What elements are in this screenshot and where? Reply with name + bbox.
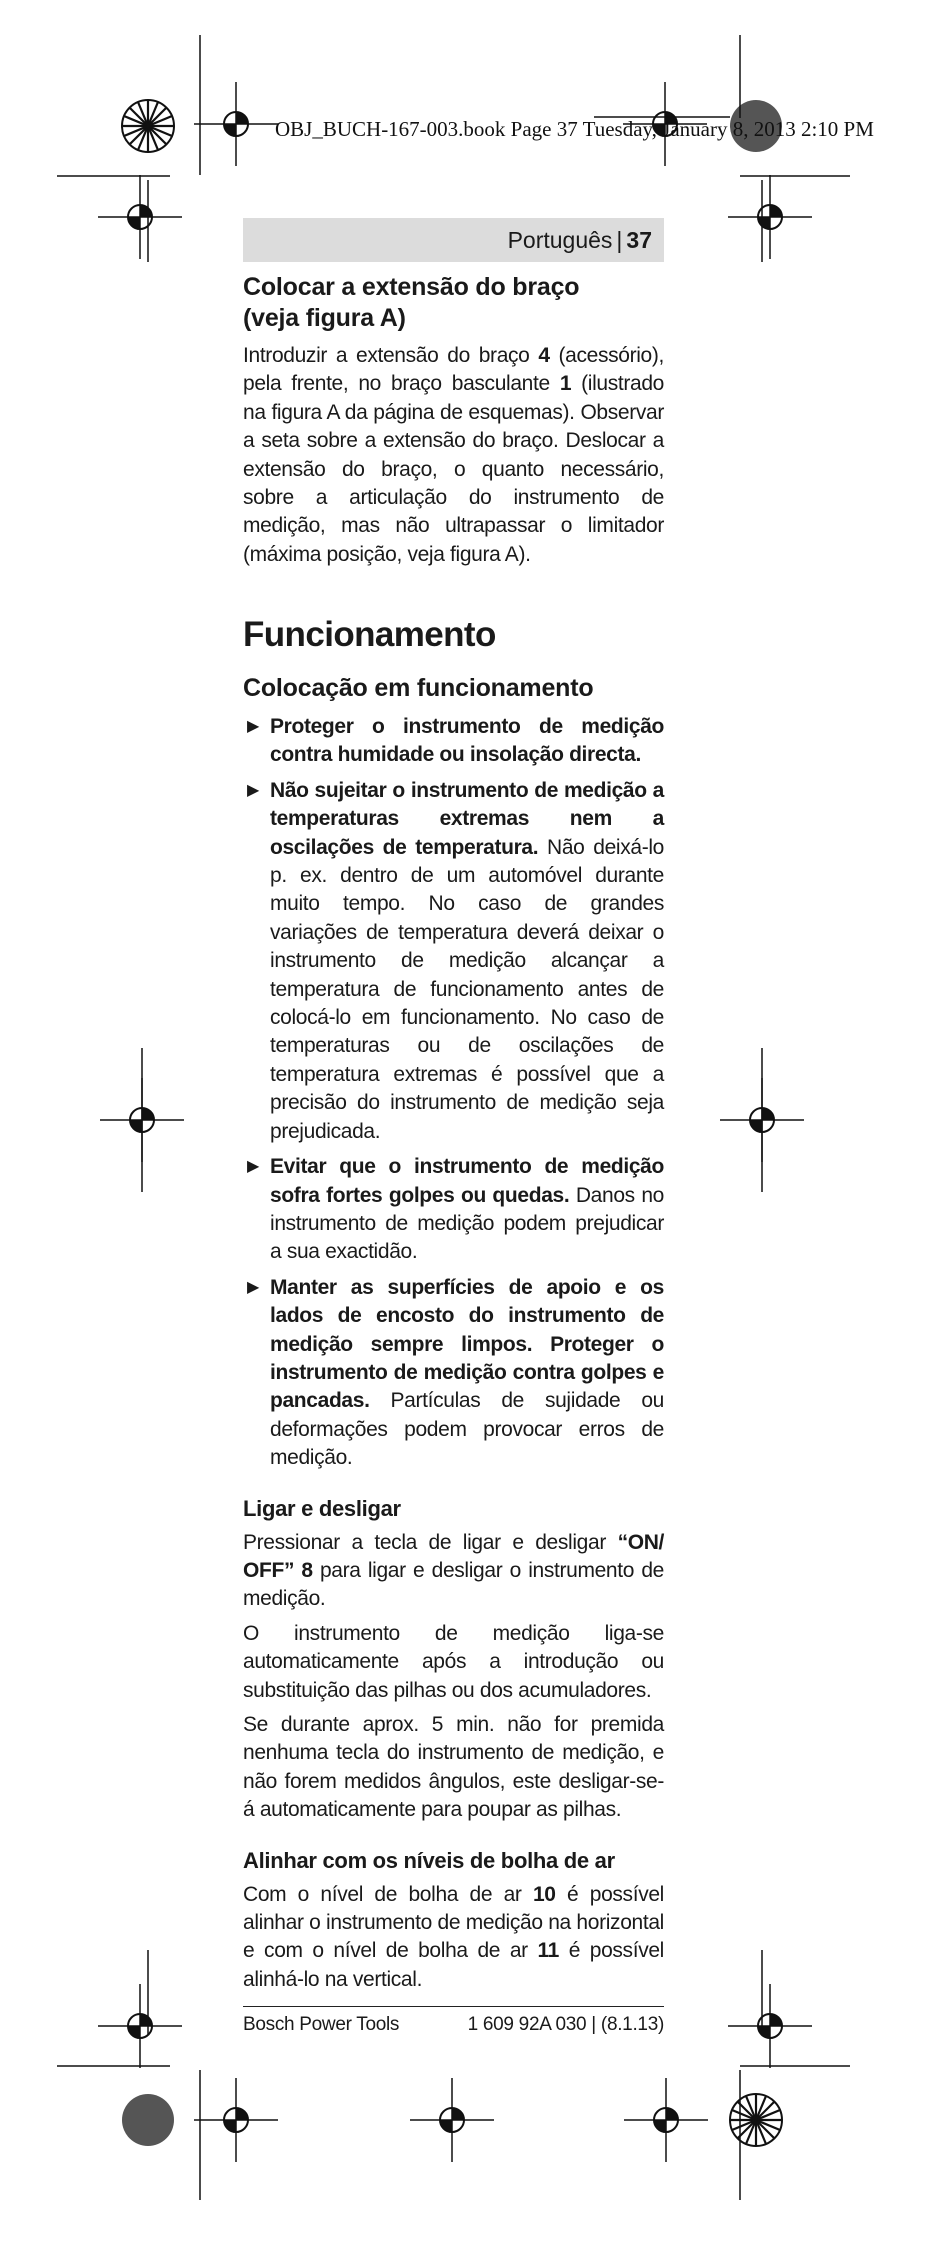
star-target-icon xyxy=(730,2094,782,2146)
paragraph: Introduzir a extensão do braço 4 (acessório), pela frente, no braço basculante 1 (ilustrado na figura A da página de esquemas). Observar a seta sobre a extensão do braço. Deslocar a extensão do braço, o quanto necessário, sobre a articulação do instrumento de medição, mas não ultrapassar o limitador (máxima posição, veja figura A). xyxy=(243,344,665,566)
page-footer xyxy=(243,2012,664,2038)
page-header xyxy=(243,218,664,262)
paragraph: O instrumento de medição liga-se automaticamente após a introdução ou substituição das pilhas ou dos acumuladores. xyxy=(243,1621,664,1702)
registration-mark-icon xyxy=(410,2078,494,2162)
list-item: ▶ Manter as superfícies de apoio e os lados de encosto do instrumento de medição sempre limpos. Proteger o instrumento de medição contra golpes e pancadas. Partículas de sujidade ou deformações podem provocar erros de medição. xyxy=(247,1275,664,1470)
registration-mark-icon xyxy=(98,1984,182,2068)
list-item: ▶ Não sujeitar o instrumento de medição a temperaturas extremas nem a oscilações de temperatura. Não deixá-lo p. ex. dentro de um automóvel durante muito tempo. No caso de grandes variações de temperatura deverá deixar o instrumento de medição alcançar a temperatura de funcionamento antes de colocá-lo em funcionamento. No caso de temperaturas ou de oscilações de temperatura extremas é possível que a precisão do instrumento de medição seja prejudicada. xyxy=(247,778,664,1143)
subsection-heading: Alinhar com os níveis de bolha de ar xyxy=(243,1847,615,1873)
registration-mark-icon xyxy=(194,82,278,166)
footer-brand: Bosch Power Tools xyxy=(243,2014,400,2035)
gray-dot-icon xyxy=(122,2094,174,2146)
paragraph: Pressionar a tecla de ligar e desligar “ON/ OFF” 8 para ligar e desligar o instrumento de medição. xyxy=(243,1530,664,1611)
header-separator: | xyxy=(616,227,623,253)
chapter-heading: Funcionamento xyxy=(243,615,496,654)
subsection-heading: Ligar e desligar xyxy=(243,1495,401,1521)
list-item: ▶ Evitar que o instrumento de medição sofra fortes golpes ou quedas. Danos no instrumento de medição podem prejudicar a sua exactidão. xyxy=(247,1155,664,1264)
header-language: Português xyxy=(507,227,613,253)
footer-doc-number: 1 609 92A 030 | (8.1.13) xyxy=(467,2014,664,2035)
registration-mark-icon xyxy=(194,2078,278,2162)
list-item: ▶ Proteger o instrumento de medição contra humidade ou insolação directa. xyxy=(247,715,664,767)
footer-rule xyxy=(243,2006,664,2007)
section-funcionamento xyxy=(243,613,664,1994)
triangle-bullet-icon: ▶ xyxy=(247,781,259,799)
triangle-bullet-icon: ▶ xyxy=(247,1278,259,1296)
registration-mark-icon xyxy=(98,175,182,259)
page-number: 37 xyxy=(626,227,652,253)
triangle-bullet-icon: ▶ xyxy=(247,1158,259,1176)
print-slug: OBJ_BUCH-167-003.book Page 37 Tuesday, January 8, 2013 2:10 PM xyxy=(275,117,874,141)
section-heading: Colocação em funcionamento xyxy=(243,674,594,702)
paragraph: Se durante aprox. 5 min. não for premida nenhuma tecla do instrumento de medição, e não forem medidos ângulos, este desligar-se-á automaticamente para poupar as pilhas. xyxy=(243,1713,664,1822)
star-target-icon xyxy=(122,100,174,152)
registration-mark-icon xyxy=(728,1984,812,2068)
safety-bullet-list xyxy=(243,713,664,1473)
registration-mark-icon xyxy=(624,2078,708,2162)
registration-mark-icon xyxy=(728,175,812,259)
section-arm-extension xyxy=(243,272,664,569)
paragraph: Com o nível de bolha de ar 10 é possível alinhar o instrumento de medição na horizontal e com o nível de bolha de ar 11 é possível alinhá-lo na vertical. xyxy=(243,1882,664,1991)
section-heading: Colocar a extensão do braço (veja figura A) xyxy=(243,273,580,332)
triangle-bullet-icon: ▶ xyxy=(247,718,259,735)
